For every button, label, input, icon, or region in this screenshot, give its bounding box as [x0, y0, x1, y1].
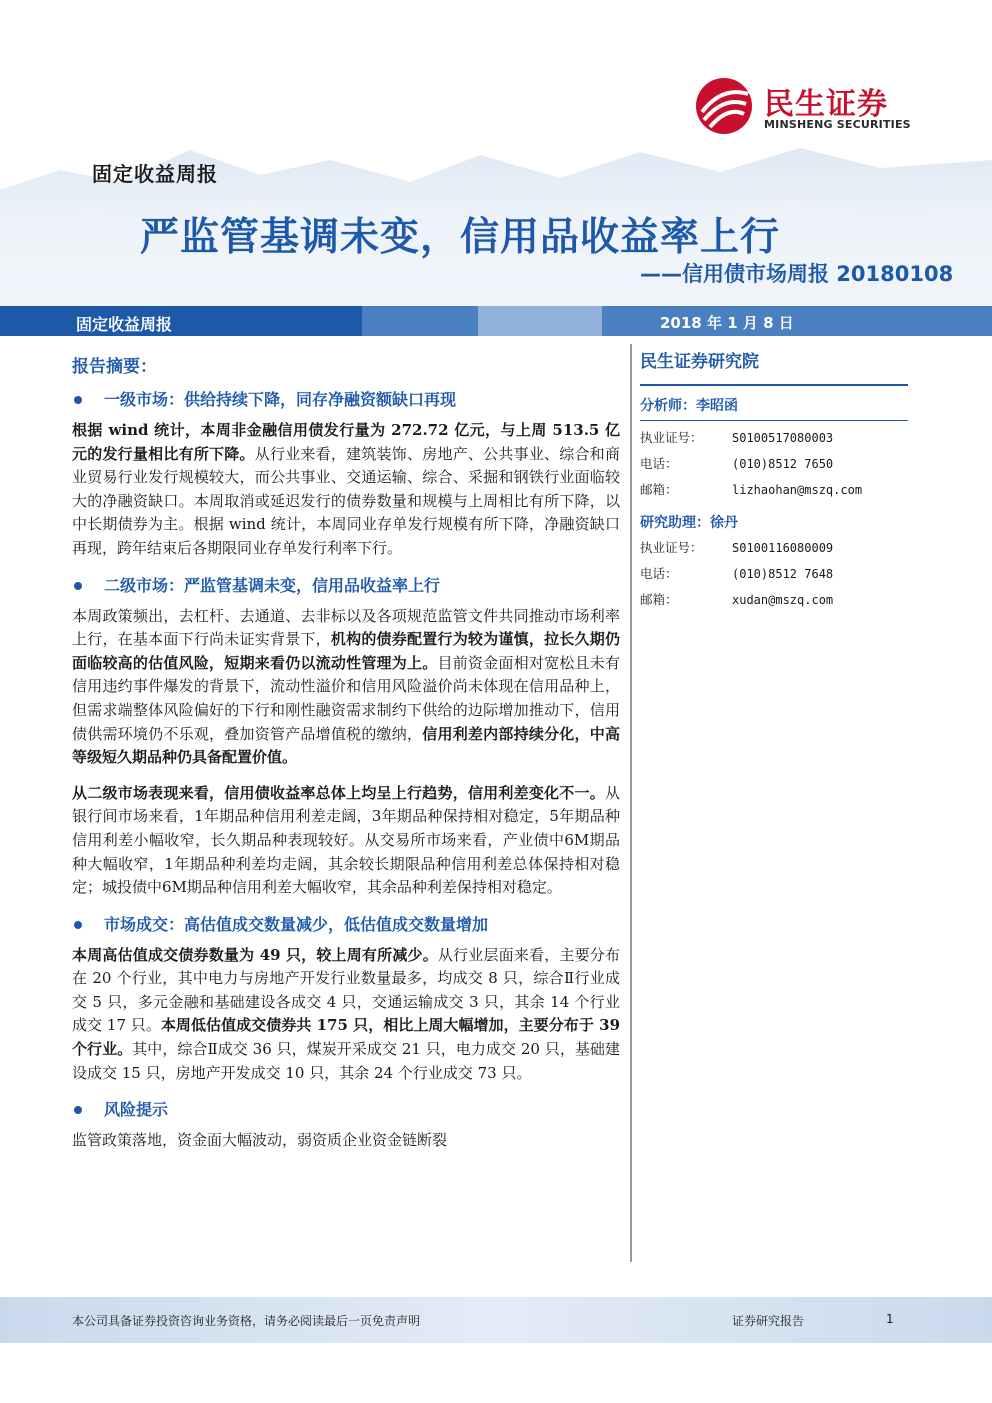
- info-label: 执业证号：: [640, 430, 703, 445]
- bullet-dot-icon: [74, 1106, 82, 1114]
- section-paragraph: [72, 944, 620, 1086]
- report-date: 2018 年 1 月 8 日: [660, 314, 794, 332]
- section-paragraph: [72, 605, 620, 770]
- institute-name: 民生证券研究院: [640, 348, 908, 386]
- info-label: 执业证号：: [640, 540, 703, 555]
- analyst-list: [640, 394, 908, 613]
- analyst-info-row: [640, 425, 908, 451]
- analyst-info-row: [640, 587, 908, 613]
- bullet-dot-icon: [74, 921, 82, 929]
- report-type: 固定收益周报: [92, 162, 218, 186]
- footer-disclaimer: 本公司具备证券投资咨询业务资格，请务必阅读最后一页免责声明: [72, 1314, 421, 1328]
- info-value: (010)8512 7650: [732, 457, 834, 471]
- section-heading: [72, 387, 620, 413]
- section-paragraph: [72, 1129, 620, 1153]
- paragraph-text: 监管政策落地，资金面大幅波动，弱资质企业资金链断裂: [72, 1131, 448, 1150]
- paragraph-text: 从行业层面来看，主要分布在 20 个行业，其中电力与房地产开发行业数量最多，均成交 8 只，综合Ⅱ行业成交 5 只，多元金融和基础建设各成交 4 只，交通运输成交 3 只，其余 14 个行业成交 17 只。: [72, 945, 620, 1035]
- paragraph-emphasis: 机构的债券配置行为较为谨慎，拉长久期仍面临较高的估值风险，短期来看仍以流动性管理为上。: [72, 630, 620, 672]
- paragraph-emphasis: 根据 wind 统计，本周非金融信用债发行量为 272.72 亿元，与上周 513.5 亿元的发行量相比有所下降。: [72, 421, 620, 463]
- paragraph-text: 本周政策频出，去杠杆、去通道、去非标以及各项规范监管文件共同推动市场利率上行，在基本面下行尚未证实背景下，: [72, 606, 620, 649]
- analyst-role: 分析师：李昭函: [640, 398, 738, 414]
- info-label: 电话：: [640, 566, 678, 581]
- paragraph-emphasis: 本周低估值成交债券共 175 只，相比上周大幅增加，主要分布于 39 个行业。: [72, 1016, 621, 1059]
- analyst-info-row: [640, 561, 908, 587]
- paragraph-emphasis: 本周高估值成交债券数量为 49 只，较上周有所减少。: [72, 945, 438, 964]
- section-heading-text: 二级市场：严监管基调未变，信用品收益率上行: [104, 575, 441, 595]
- column-divider: [630, 344, 632, 1262]
- page-subtitle: ——信用债市场周报 20180108: [640, 262, 954, 286]
- analyst-info-row: [640, 451, 908, 477]
- analyst-info-row: [640, 477, 908, 503]
- paragraph-emphasis: 从二级市场表现来看，信用债收益率总体上均呈上行趋势，信用利差变化不一。: [72, 783, 605, 802]
- info-value: S0100116080009: [732, 541, 834, 555]
- section-paragraph: [72, 419, 620, 561]
- bullet-dot-icon: [74, 582, 82, 590]
- paragraph-text: 从银行间市场来看，1年期品种信用利差走阔，3年期品种保持相对稳定，5年期品种信用利差小幅收窄，长久期品种表现较好。从交易所市场来看，产业债中6M期品种大幅收窄，1年期品种利差均走阔，其余较长期限品种信用利差总体保持相对稳定；城投债中6M期品种信用利差大幅收窄，其余品种利差保持相对稳定。: [72, 783, 620, 897]
- band-report-type: 固定收益周报: [76, 315, 173, 334]
- info-label: 电话：: [640, 456, 678, 471]
- minsheng-logo-icon: [694, 76, 754, 136]
- info-value: xudan@mszq.com: [732, 593, 834, 607]
- paragraph-text: 从行业来看，建筑装饰、房地产、公共事业、综合和商业贸易行业发行规模较大，而公共事业、交通运输、综合、采掘和钢铁行业面临较大的净融资缺口。本周取消或延迟发行的债券数量和规模与上周相比有所下降，以中长期债券为主。根据 wind 统计，本周同业存单发行规模有所下降，净融资缺口再现，跨年结束后各期限同业存单发行利率下行。: [72, 444, 620, 557]
- paragraph-text: 目前资金面相对宽松且未有信用违约事件爆发的背景下，流动性溢价和信用风险溢价尚未体现在信用品种上，但需求端整体风险偏好的下行和刚性融资需求制约下供给的边际增加推动下，信用债供需环境仍不乐观，叠加资管产品增值税的缴纳，: [72, 653, 620, 743]
- summary-title: 报告摘要：: [72, 357, 157, 377]
- divider: [640, 420, 908, 421]
- section-heading: [72, 1097, 620, 1123]
- brand-name-en: MINSHENG SECURITIES: [764, 118, 911, 131]
- summary-column: [72, 352, 620, 1165]
- page-number: 1: [886, 1312, 894, 1326]
- analyst-info-row: [640, 535, 908, 561]
- paragraph-emphasis: 信用利差内部持续分化，中高等级短久期品种仍具备配置价值。: [72, 724, 620, 767]
- page-title: 严监管基调未变，信用品收益率上行: [140, 215, 781, 260]
- summary-sections: [72, 387, 620, 1153]
- info-value: S0100517080003: [732, 431, 834, 445]
- sidebar: [640, 348, 908, 613]
- paragraph-text: 其中，综合Ⅱ成交 36 只，煤炭开采成交 21 只，电力成交 20 只，基础建设成交 15 只，房地产开发成交 10 只，其余 24 个行业成交 73 只。: [72, 1040, 620, 1082]
- footer-label: 证券研究报告: [732, 1314, 805, 1328]
- section-heading: [72, 912, 620, 938]
- info-value: lizhaohan@mszq.com: [732, 483, 863, 497]
- info-label: 邮箱：: [640, 482, 678, 497]
- analyst-role: 研究助理：徐丹: [640, 515, 738, 531]
- section-paragraph: [72, 782, 620, 900]
- brand-name-cn: 民生证券: [764, 87, 888, 122]
- info-value: (010)8512 7648: [732, 567, 834, 581]
- section-heading-text: 一级市场：供给持续下降，同存净融资额缺口再现: [104, 390, 457, 409]
- section-heading-text: 风险提示: [104, 1100, 169, 1120]
- info-label: 邮箱：: [640, 592, 678, 607]
- bullet-dot-icon: [74, 396, 82, 404]
- section-heading-text: 市场成交：高估值成交数量减少，低估值成交数量增加: [104, 914, 489, 934]
- section-heading: [72, 573, 620, 599]
